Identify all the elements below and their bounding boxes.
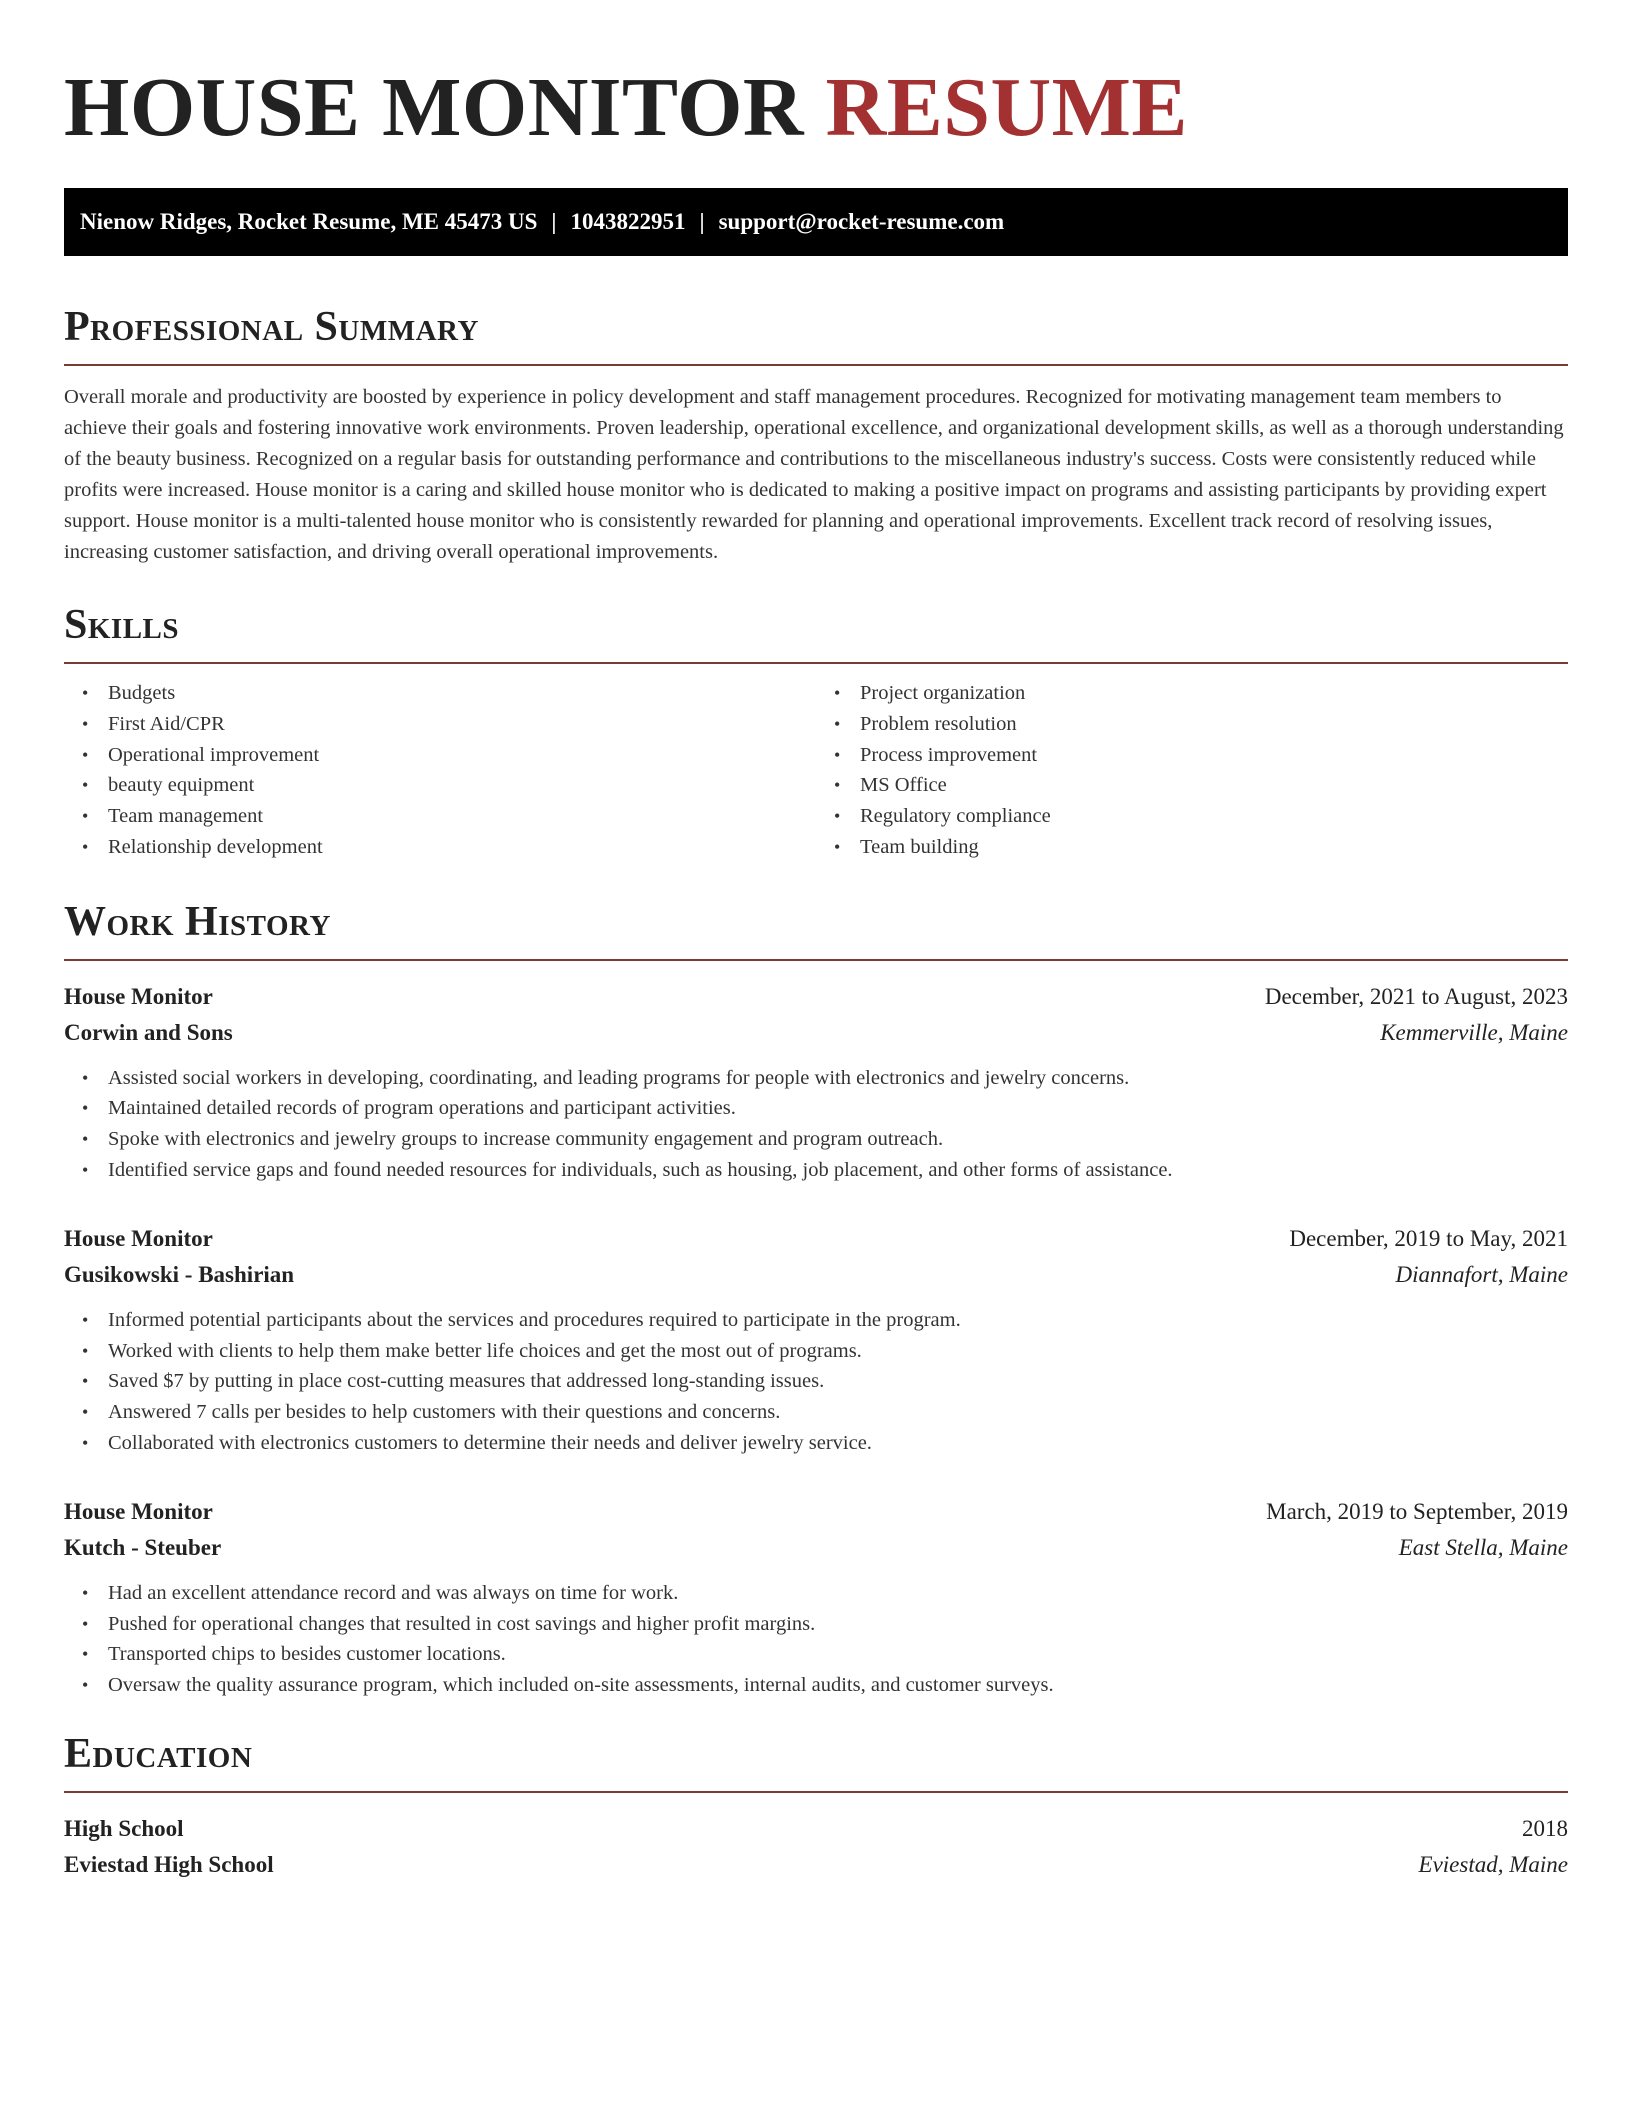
education-degree-row [64,1811,1568,1847]
job-header-row [64,1494,1568,1530]
job-title: House Monitor [64,1226,213,1252]
contact-address: Nienow Ridges, Rocket Resume, ME 45473 US [80,209,538,234]
job-company: Kutch - Steuber [64,1535,222,1561]
work-history-heading: Work History [64,898,331,945]
job-duty: • Saved $7 by putting in place cost-cutting measures that addressed long-standing issues. [108,1366,1568,1397]
skill-item: • Budgets [108,678,816,709]
job-duties [64,1578,1568,1700]
job-entry [64,1494,1568,1700]
job-company-row [64,1015,1568,1051]
skills-column-left [64,678,816,863]
job-title: House Monitor [64,983,213,1009]
job-duty: • Spoke with electronics and jewelry groups to increase community engagement and program outreach. [108,1124,1568,1155]
job-location: East Stella, Maine [1398,1535,1568,1561]
education-school: Eviestad High School [64,1851,274,1877]
education-year: 2018 [1522,1815,1568,1841]
job-duty: • Answered 7 calls per besides to help customers with their questions and concerns. [108,1397,1568,1428]
job-location: Kemmerville, Maine [1380,1019,1568,1045]
section-divider [64,1791,1568,1793]
education-school-row [64,1847,1568,1883]
resume-title [64,61,1568,154]
job-duty: • Pushed for operational changes that resulted in cost savings and higher profit margins. [108,1609,1568,1640]
job-company: Corwin and Sons [64,1019,233,1045]
skill-item: • Process improvement [860,740,1568,771]
job-company-row [64,1530,1568,1566]
skill-item: • Relationship development [108,832,816,863]
job-duty: • Maintained detailed records of program operations and participant activities. [108,1093,1568,1124]
job-duty: • Identified service gaps and found needed resources for individuals, such as housing, job placement, and other forms of assistance. [108,1155,1568,1186]
skill-item: • Project organization [860,678,1568,709]
job-duty: • Transported chips to besides customer locations. [108,1639,1568,1670]
skill-item: • Operational improvement [108,740,816,771]
contact-separator: | [551,209,557,234]
section-divider [64,662,1568,664]
summary-text: Overall morale and productivity are boosted by experience in policy development and staff management procedures. Recognized for motivating management team members to achieve their goals and fostering innovative work environments. Proven leadership, operational excellence, and organizational development skills, as well as a thorough understanding of the beauty business. Recognized on a regular basis for outstanding performance and contributions to the miscellaneous industry's success. Costs were consistently reduced while profits were increased. House monitor is a caring and skilled house monitor who is dedicated to making a positive impact on programs and assisting participants by providing expert support. House monitor is a multi-talented house monitor who is consistently rewarded for planning and operational improvements. Excellent track record of resolving issues, increasing customer satisfaction, and driving overall operational improvements. [64,386,1564,563]
job-location: Diannafort, Maine [1395,1262,1568,1288]
job-duty: • Had an excellent attendance record and was always on time for work. [108,1578,1568,1609]
education-location: Eviestad, Maine [1418,1851,1568,1877]
job-dates: December, 2019 to May, 2021 [1289,1226,1568,1252]
job-duties [64,1305,1568,1458]
section-divider [64,364,1568,366]
contact-separator: | [699,209,705,234]
skill-item: • MS Office [860,770,1568,801]
job-title: House Monitor [64,1499,213,1525]
education-entry [64,1811,1568,1883]
education-degree: High School [64,1815,184,1841]
job-duty: • Oversaw the quality assurance program, which included on-site assessments, internal audits, and customer surveys. [108,1670,1568,1701]
skill-item: • First Aid/CPR [108,709,816,740]
job-duty: • Worked with clients to help them make better life choices and get the most out of programs. [108,1336,1568,1367]
job-duty: • Assisted social workers in developing, coordinating, and leading programs for people with electronics and jewelry concerns. [108,1063,1568,1094]
title-main: HOUSE MONITOR [64,61,805,154]
contact-bar [64,188,1568,256]
skills-heading: Skills [64,602,180,648]
skill-item: • Team management [108,801,816,832]
summary-heading: Professional Summary [64,304,479,350]
job-entry [64,979,1568,1185]
job-company-row [64,1257,1568,1293]
skill-item: • Team building [860,832,1568,863]
contact-email[interactable]: support@rocket-resume.com [718,209,1005,234]
job-entry [64,1221,1568,1458]
contact-phone: 1043822951 [570,209,686,234]
job-company: Gusikowski - Bashirian [64,1262,295,1288]
skill-item: • Problem resolution [860,709,1568,740]
skills-column-right [816,678,1568,863]
skills-grid [64,678,1568,863]
job-duty: • Informed potential participants about the services and procedures required to participate in the program. [108,1305,1568,1336]
section-divider [64,959,1568,961]
job-duty: • Collaborated with electronics customers to determine their needs and deliver jewelry service. [108,1428,1568,1459]
title-accent: RESUME [825,61,1188,154]
skill-item: • Regulatory compliance [860,801,1568,832]
job-header-row [64,979,1568,1015]
job-header-row [64,1221,1568,1257]
education-heading: Education [64,1730,253,1777]
job-dates: December, 2021 to August, 2023 [1264,983,1568,1009]
job-dates: March, 2019 to September, 2019 [1266,1499,1568,1525]
skill-item: • beauty equipment [108,770,816,801]
job-duties [64,1063,1568,1185]
